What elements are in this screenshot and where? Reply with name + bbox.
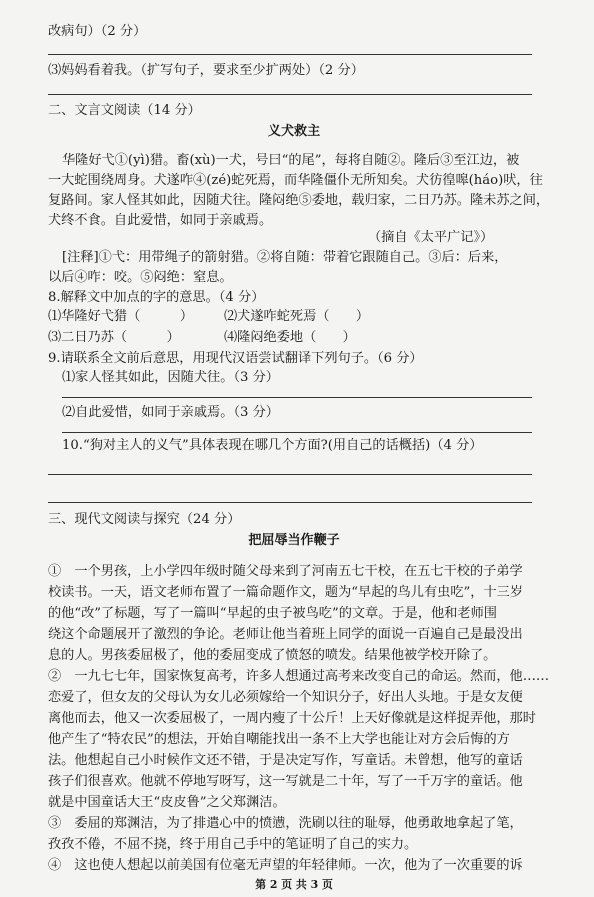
question-9-prompt: 9.请联系全文前后意思，用现代汉语尝试翻译下列句子。（6 分） <box>48 351 423 366</box>
question-9-item: ⑴家人怪其如此，因随犬往。（3 分） <box>62 370 279 385</box>
notes-line: [注释]①弋：用带绳子的箭射猎。②将自随：带着它跟随自己。③后：后来， <box>62 250 508 265</box>
question-9-item: ⑵自此爱惜，如同于亲戚焉。（3 分） <box>62 405 279 420</box>
question-8-prompt: 8.解释文中加点的字的意思。（4 分） <box>48 290 265 305</box>
page-footer: 第 2 页 共 3 页 <box>255 878 333 891</box>
question-8-item: ⑴华隆好弋猎（ ） <box>48 309 194 324</box>
passage-source: （摘自《太平广记》） <box>368 230 494 245</box>
paragraph-line: ③ 委屈的郑渊洁，为了排遣心中的愤懑，洗刷以往的耻辱，他勇敢地拿起了笔， <box>48 816 523 831</box>
paragraph-line: 息的人。男孩委屈极了，他的委屈变成了愤怒的喷发。结果他被学校开除了。 <box>48 648 497 663</box>
passage-line: 一大蛇围绕周身。犬遂咋④(zé)蛇死焉，而华隆僵仆无所知矣。犬彷徨嗥(háo)吠，往 <box>48 173 543 188</box>
notes-line: 以后④咋：咬。⑤闷绝：窒息。 <box>48 270 233 285</box>
passage-line: 华隆好弋①(yì)猎。畜(xù)一犬，号曰“的尾”，每将自随②。隆后③至江边，被 <box>62 153 520 168</box>
answer-line <box>48 474 532 475</box>
passage-line: 犬终不食。自此爱惜，如同于亲戚焉。 <box>48 213 273 228</box>
paragraph-line: 孜孜不倦，不屈不挠，终于用自己手中的笔证明了自己的实力。 <box>48 837 418 852</box>
paragraph-line: ② 一九七七年，国家恢复高考，许多人想通过高考来改变自己的命运。然而，他…… <box>48 669 550 684</box>
passage-line: 复路间。家人怪其如此，因随犬往。隆闷绝⑤委地，载归家，二日乃苏。隆未苏之间， <box>48 193 550 208</box>
paragraph-line: 恋爱了，但女友的父母认为女儿必须嫁给一个知识分子，好出人头地。于是女友便 <box>48 690 523 705</box>
paragraph-line: 法。他想起自己小时候作文还不错，于是决定写作，写童话。未曾想，他写的童话 <box>48 753 523 768</box>
question-8-item: ⑷隆闷绝委地（ ） <box>224 330 356 345</box>
paragraph-line: 校读书。一天，语文老师布置了一篇命题作文，题为“早起的鸟儿有虫吃”，十三岁 <box>48 585 524 600</box>
question-10-prompt: 10.“狗对主人的义气”具体表现在哪几个方面?(用自己的话概括)（4 分） <box>62 438 483 453</box>
paragraph-line: 离他而去，他又一次委屈极了，一周内瘦了十公斤！上天好像就是这样捉弄他，那时 <box>48 711 536 726</box>
passage-title: 义犬救主 <box>267 124 321 139</box>
answer-line <box>48 502 532 503</box>
section-heading: 三、现代文阅读与探究（24 分） <box>48 512 241 527</box>
question-8-item: ⑶二日乃苏（ ） <box>48 330 180 345</box>
paragraph-line: ① 一个男孩，上小学四年级时随父母来到了河南五七干校，在五七干校的子弟学 <box>48 564 523 579</box>
section-heading: 二、文言文阅读（14 分） <box>48 103 201 118</box>
question-8-item: ⑵犬遂咋蛇死焉（ ） <box>224 309 370 324</box>
paragraph-line: 的他“改”了标题，写了一篇叫“早起的虫子被鸟吃”的文章。于是，他和老师围 <box>48 606 497 621</box>
paragraph-line: 就是中国童话大王“皮皮鲁”之父郑渊洁。 <box>48 795 286 810</box>
text-line: 改病句）（2 分） <box>48 24 147 39</box>
answer-line <box>48 94 532 95</box>
paragraph-line: ④ 这也使人想起以前美国有位毫无声望的年轻律师。一次，他为了一次重要的诉 <box>48 858 523 873</box>
answer-line <box>62 432 532 433</box>
text-line: ⑶妈妈看着我。（扩写句子，要求至少扩两处）（2 分） <box>48 63 364 78</box>
answer-line <box>48 54 532 55</box>
paragraph-line: 孩子们很喜欢。他就不停地写呀写，这一写就是二十年，写了一千万字的童话。他 <box>48 774 523 789</box>
paragraph-line: 他产生了“特农民”的想法，开始自嘲能找出一条不上大学也能让对方会后悔的方 <box>48 732 510 747</box>
passage-title: 把屈辱当作鞭子 <box>248 533 340 548</box>
answer-line <box>62 397 532 398</box>
paragraph-line: 绕这个命题展开了激烈的争论。老师让他当着班上同学的面说一百遍自己是最没出 <box>48 627 523 642</box>
